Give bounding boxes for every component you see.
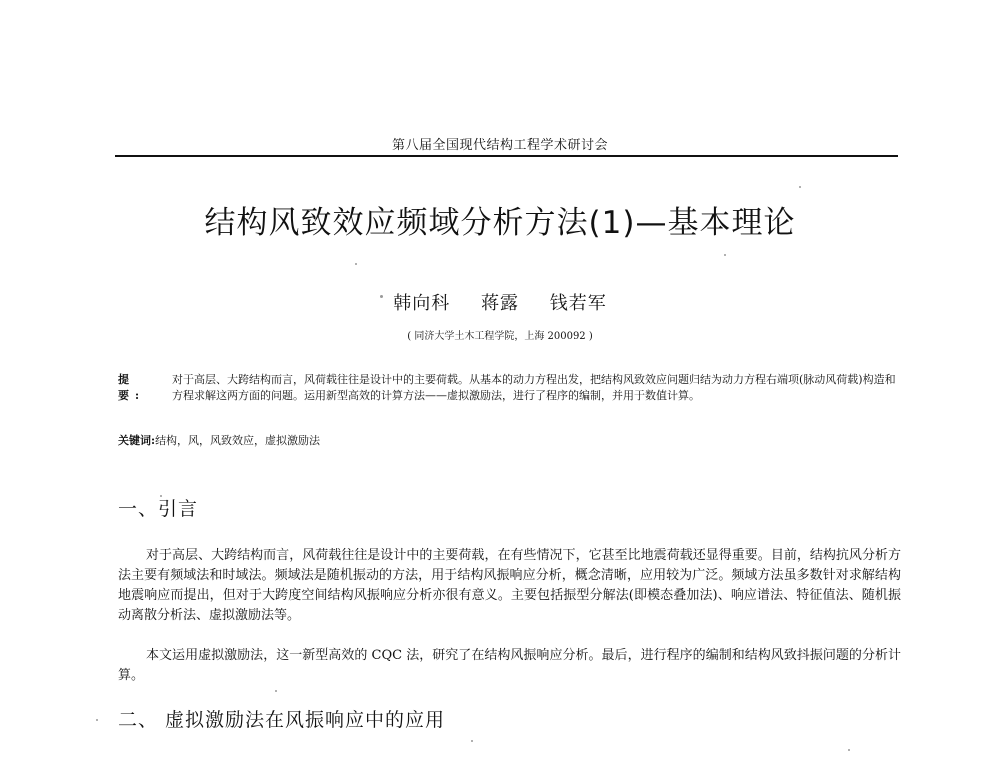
scan-speck (848, 749, 850, 751)
scan-speck (471, 740, 473, 742)
scan-speck (275, 690, 277, 692)
keywords-label: 关键词: (118, 434, 156, 447)
keywords (118, 433, 900, 449)
section-heading-method: 二、 虚拟激励法在风振响应中的应用 (118, 709, 446, 731)
author-3: 钱若军 (549, 293, 607, 314)
affiliation: ( 同济大学土木工程学院，上海 200092 ) (407, 331, 593, 342)
running-header: 第八届全国现代结构工程学术研讨会 (391, 138, 608, 153)
author-list (0, 289, 1000, 315)
section-heading-intro: 一、引言 (118, 498, 199, 520)
abstract-label: 提 要: (118, 373, 146, 402)
scan-speck (355, 263, 357, 265)
scan-speck (160, 495, 162, 497)
scan-speck (724, 254, 726, 256)
header-rule (115, 155, 898, 157)
scan-speck (96, 719, 98, 721)
author-1: 韩向科 (393, 293, 451, 314)
intro-paragraph-2: 本文运用虚拟激励法，这一新型高效的 CQC 法，研究了在结构风振响应分析。最后，进行程序的编制和结构风致抖振问题的分析计算。 (118, 648, 901, 683)
scan-speck (380, 295, 383, 298)
scan-speck (799, 186, 801, 188)
abstract-text: 对于高层、大跨结构而言，风荷载往往是设计中的主要荷载。从基本的动力方程出发，把结构风致效应问题归结为动力方程右端项(脉动风荷载)构造和方程求解这两方面的问题。运用新型高效的计算方法——虚拟激励法，进行了程序的编制，并用于数值计算。 (172, 373, 896, 402)
intro-paragraph-1: 对于高层、大跨结构而言，风荷载往往是设计中的主要荷载，在有些情况下，它甚至比地震荷载还显得重要。目前，结构抗风分析方法主要有频域法和时域法。频域法是随机振动的方法，用于结构风振响应分析，概念清晰，应用较为广泛。频域方法虽多数针对求解结构地震响应而提出，但对于大跨度空间结构风振响应分析亦很有意义。主要包括振型分解法(即模态叠加法)、响应谱法、特征值法、随机振动离散分析法、虚拟激励法等。 (118, 548, 901, 623)
keywords-text: 结构，风，风致效应，虚拟激励法 (155, 434, 321, 447)
paper-title: 结构风致效应频域分析方法(1)—基本理论 (204, 205, 796, 241)
abstract (118, 372, 900, 404)
author-2: 蒋露 (481, 293, 519, 314)
